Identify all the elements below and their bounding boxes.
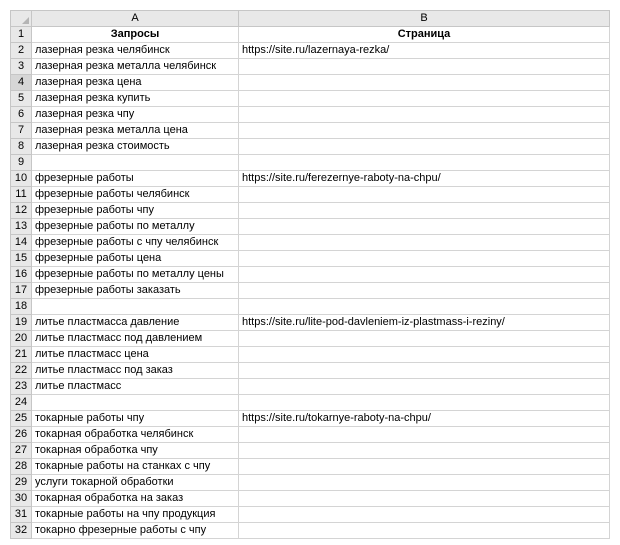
table-row: [11, 75, 610, 91]
table-row: [11, 171, 610, 187]
row-header[interactable]: 22: [11, 363, 32, 379]
row-header[interactable]: 12: [11, 203, 32, 219]
cell-page-url[interactable]: [239, 491, 610, 507]
cell-page-url[interactable]: [239, 219, 610, 235]
select-all-corner[interactable]: [11, 11, 32, 27]
cell-page-url[interactable]: https://site.ru/lazernaya-rezka/: [239, 43, 610, 59]
cell-query[interactable]: литье пластмасс под давлением: [32, 331, 239, 347]
row-header[interactable]: 26: [11, 427, 32, 443]
cell-query[interactable]: [32, 395, 239, 411]
column-header-b[interactable]: B: [239, 11, 610, 27]
row-header[interactable]: 19: [11, 315, 32, 331]
cell-query[interactable]: лазерная резка металла челябинск: [32, 59, 239, 75]
row-header[interactable]: 27: [11, 443, 32, 459]
cell-query[interactable]: литье пластмасса давление: [32, 315, 239, 331]
row-header[interactable]: 3: [11, 59, 32, 75]
table-row: [11, 219, 610, 235]
table-row: [11, 43, 610, 59]
cell-page-url[interactable]: [239, 379, 610, 395]
cell-b1[interactable]: Страница: [239, 27, 610, 43]
row-header[interactable]: 29: [11, 475, 32, 491]
row-header[interactable]: 6: [11, 107, 32, 123]
cell-page-url[interactable]: [239, 427, 610, 443]
cell-page-url[interactable]: https://site.ru/lite-pod-davleniem-iz-plastmass-i-reziny/: [239, 315, 610, 331]
row-header[interactable]: 1: [11, 27, 32, 43]
cell-query[interactable]: услуги токарной обработки: [32, 475, 239, 491]
table-row: [11, 203, 610, 219]
cell-page-url[interactable]: [239, 123, 610, 139]
table-row: [11, 411, 610, 427]
table-row: [11, 91, 610, 107]
cell-page-url[interactable]: [239, 203, 610, 219]
cell-page-url[interactable]: [239, 395, 610, 411]
row-header[interactable]: 23: [11, 379, 32, 395]
table-row: [11, 363, 610, 379]
row-header[interactable]: 4: [11, 75, 32, 91]
cell-page-url[interactable]: [239, 251, 610, 267]
header-data-row: [11, 27, 610, 43]
cell-query[interactable]: токарная обработка чпу: [32, 443, 239, 459]
table-row: [11, 475, 610, 491]
cell-page-url[interactable]: [239, 347, 610, 363]
table-row: [11, 155, 610, 171]
cell-query[interactable]: фрезерные работы челябинск: [32, 187, 239, 203]
table-row: [11, 331, 610, 347]
cell-page-url[interactable]: [239, 107, 610, 123]
table-row: [11, 283, 610, 299]
row-header[interactable]: 15: [11, 251, 32, 267]
row-header[interactable]: 10: [11, 171, 32, 187]
cell-query[interactable]: фрезерные работы заказать: [32, 283, 239, 299]
cell-page-url[interactable]: [239, 283, 610, 299]
table-row: [11, 523, 610, 539]
cell-query[interactable]: фрезерные работы: [32, 171, 239, 187]
cell-query[interactable]: лазерная резка чпу: [32, 107, 239, 123]
column-header-a[interactable]: A: [32, 11, 239, 27]
cell-page-url[interactable]: [239, 91, 610, 107]
row-header[interactable]: 7: [11, 123, 32, 139]
cell-query[interactable]: литье пластмасс под заказ: [32, 363, 239, 379]
table-row: [11, 299, 610, 315]
table-row: [11, 139, 610, 155]
table-row: [11, 347, 610, 363]
table-row: [11, 507, 610, 523]
cell-query[interactable]: фрезерные работы цена: [32, 251, 239, 267]
cell-page-url[interactable]: [239, 235, 610, 251]
table-row: [11, 59, 610, 75]
cell-query[interactable]: фрезерные работы по металлу: [32, 219, 239, 235]
table-row: [11, 251, 610, 267]
cell-page-url[interactable]: [239, 363, 610, 379]
table-row: [11, 395, 610, 411]
row-header[interactable]: 21: [11, 347, 32, 363]
cell-query[interactable]: лазерная резка челябинск: [32, 43, 239, 59]
cell-page-url[interactable]: [239, 331, 610, 347]
table-row: [11, 235, 610, 251]
table-row: [11, 427, 610, 443]
cell-query[interactable]: токарно фрезерные работы с чпу: [32, 523, 239, 539]
cell-query[interactable]: лазерная резка металла цена: [32, 123, 239, 139]
cell-query[interactable]: токарные работы чпу: [32, 411, 239, 427]
spreadsheet-grid: [10, 10, 610, 539]
row-header[interactable]: 32: [11, 523, 32, 539]
row-header[interactable]: 5: [11, 91, 32, 107]
row-header[interactable]: 13: [11, 219, 32, 235]
table-row: [11, 491, 610, 507]
cell-query[interactable]: [32, 299, 239, 315]
row-header[interactable]: 30: [11, 491, 32, 507]
cell-page-url[interactable]: [239, 459, 610, 475]
table-row: [11, 123, 610, 139]
table-row: [11, 187, 610, 203]
row-header[interactable]: 28: [11, 459, 32, 475]
row-header[interactable]: 18: [11, 299, 32, 315]
cell-page-url[interactable]: [239, 475, 610, 491]
cell-page-url[interactable]: [239, 523, 610, 539]
cell-page-url[interactable]: [239, 507, 610, 523]
cell-query[interactable]: токарные работы на чпу продукция: [32, 507, 239, 523]
cell-query[interactable]: литье пластмасс: [32, 379, 239, 395]
cell-a1[interactable]: Запросы: [32, 27, 239, 43]
cell-page-url[interactable]: [239, 75, 610, 91]
table-row: [11, 267, 610, 283]
cell-page-url[interactable]: https://site.ru/tokarnye-raboty-na-chpu/: [239, 411, 610, 427]
row-header[interactable]: 2: [11, 43, 32, 59]
cell-query[interactable]: лазерная резка купить: [32, 91, 239, 107]
cell-query[interactable]: литье пластмасс цена: [32, 347, 239, 363]
cell-query[interactable]: фрезерные работы чпу: [32, 203, 239, 219]
column-header-row: [11, 11, 610, 27]
cell-page-url[interactable]: [239, 187, 610, 203]
row-header[interactable]: 9: [11, 155, 32, 171]
row-header[interactable]: 8: [11, 139, 32, 155]
row-header[interactable]: 14: [11, 235, 32, 251]
table-row: [11, 443, 610, 459]
cell-page-url[interactable]: [239, 139, 610, 155]
cell-query[interactable]: лазерная резка цена: [32, 75, 239, 91]
cell-page-url[interactable]: https://site.ru/ferezernye-raboty-na-chpu/: [239, 171, 610, 187]
cell-page-url[interactable]: [239, 443, 610, 459]
cell-query[interactable]: лазерная резка стоимость: [32, 139, 239, 155]
cell-query[interactable]: токарные работы на станках с чпу: [32, 459, 239, 475]
cell-page-url[interactable]: [239, 59, 610, 75]
table-row: [11, 459, 610, 475]
cell-page-url[interactable]: [239, 299, 610, 315]
cell-query[interactable]: фрезерные работы по металлу цены: [32, 267, 239, 283]
row-header[interactable]: 17: [11, 283, 32, 299]
cell-query[interactable]: токарная обработка на заказ: [32, 491, 239, 507]
cell-page-url[interactable]: [239, 267, 610, 283]
cell-query[interactable]: токарная обработка челябинск: [32, 427, 239, 443]
row-header[interactable]: 16: [11, 267, 32, 283]
row-header[interactable]: 20: [11, 331, 32, 347]
row-header[interactable]: 25: [11, 411, 32, 427]
table-row: [11, 315, 610, 331]
cell-page-url[interactable]: [239, 155, 610, 171]
table-row: [11, 107, 610, 123]
row-header[interactable]: 31: [11, 507, 32, 523]
cell-query[interactable]: [32, 155, 239, 171]
row-header[interactable]: 11: [11, 187, 32, 203]
row-header[interactable]: 24: [11, 395, 32, 411]
cell-query[interactable]: фрезерные работы с чпу челябинск: [32, 235, 239, 251]
table-row: [11, 379, 610, 395]
